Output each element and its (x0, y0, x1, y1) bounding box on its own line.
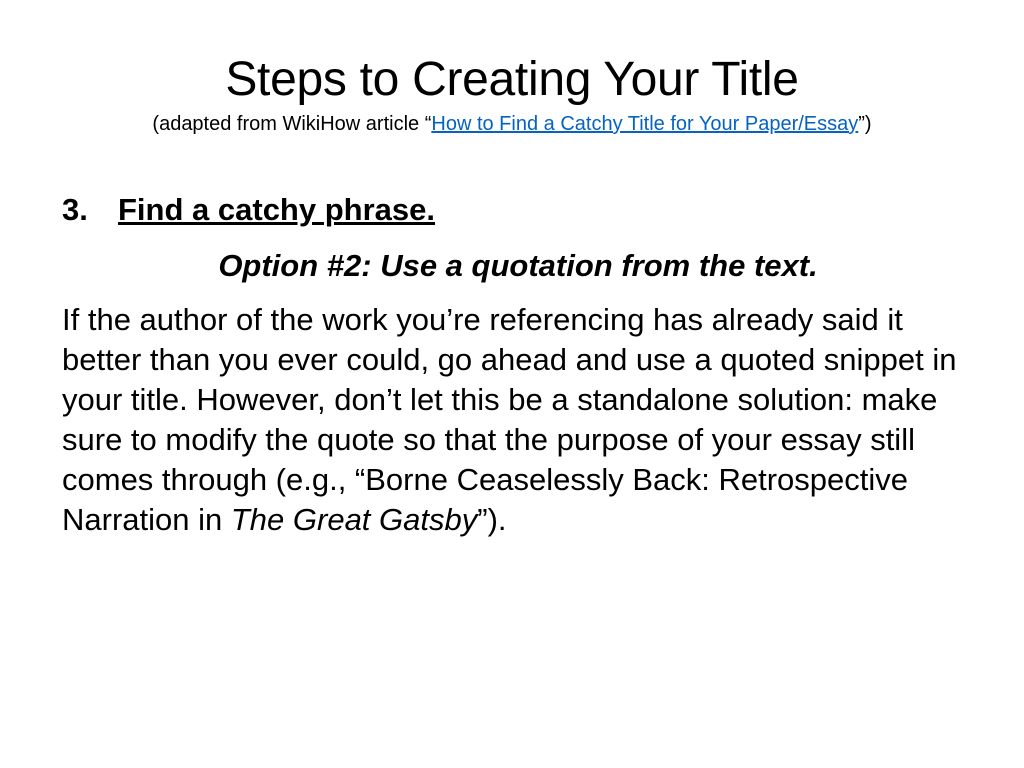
paragraph-text: If the author of the work you’re referencing has already said it better than you ever could, go ahead and use a quoted snippet in your title. However, don’t let this be a standalone solution: make sure to modify the quote so that the purpose of your essay still comes through (e.g., “Borne Ceaselessly Back: Retrospective Narration in (62, 302, 957, 537)
option-heading: Option #2: Use a quotation from the text. (218, 248, 818, 283)
subtitle-prefix: (adapted from WikiHow article “ (152, 113, 432, 135)
slide-title: Steps to Creating Your Title (225, 53, 799, 106)
wikihow-article-link[interactable]: How to Find a Catchy Title for Your Paper/Essay (431, 113, 859, 135)
book-title: The Great Gatsby (230, 502, 478, 537)
step-item (62, 190, 974, 230)
slide-subtitle (40, 110, 984, 138)
step-number: 3. (62, 192, 88, 227)
slide-body (62, 190, 974, 540)
body-paragraph (62, 300, 974, 540)
paragraph-end: ”). (477, 502, 507, 537)
subtitle-suffix: ”) (858, 113, 872, 135)
slide-title-block (40, 52, 984, 138)
step-heading: Find a catchy phrase. (118, 192, 435, 227)
